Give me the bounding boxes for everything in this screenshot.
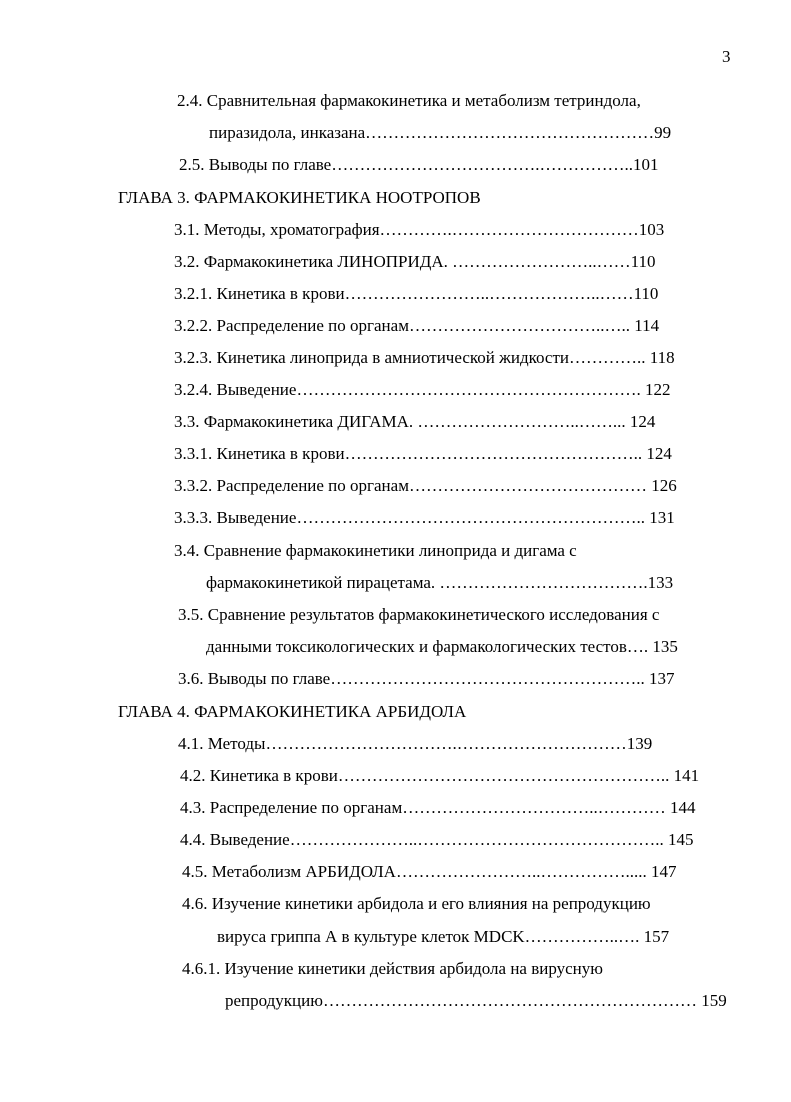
chapter-heading: ГЛАВА 4. ФАРМАКОКИНЕТИКА АРБИДОЛА bbox=[118, 702, 467, 721]
toc-entry: 3.3.1. Кинетика в крови…………………………………………….. 124 bbox=[174, 444, 672, 463]
toc-entry: 4.2. Кинетика в крови………………………………………………….. 141 bbox=[180, 766, 700, 785]
toc-entry: 3.6. Выводы по главе……………………………………………….. 137 bbox=[178, 669, 675, 688]
toc-entry: 3.2.4. Выведение……………………………………………………. 122 bbox=[174, 380, 671, 399]
toc-entry: 3.3. Фармакокинетика ДИГАМА. ………………………..……... 124 bbox=[174, 412, 656, 431]
toc-entry: 3.3.3. Выведение…………………………………………………….. 131 bbox=[174, 508, 675, 527]
toc-entry: 4.6.1. Изучение кинетики действия арбидола на вирусную bbox=[182, 959, 603, 978]
toc-entry: 4.5. Метаболизм АРБИДОЛА……………………..……………..... 147 bbox=[182, 862, 677, 881]
page-number: 3 bbox=[722, 47, 731, 66]
chapter-heading: ГЛАВА 3. ФАРМАКОКИНЕТИКА НООТРОПОВ bbox=[118, 188, 481, 207]
toc-entry: 3.3.2. Распределение по органам…………………………………… 126 bbox=[174, 476, 677, 495]
toc-entry: репродукцию………………………………………………………… 159 bbox=[225, 991, 727, 1010]
toc-entry: 2.5. Выводы по главе……………………………….……………..101 bbox=[179, 155, 659, 174]
toc-entry: вируса гриппа А в культуре клеток MDCK……………..…. 157 bbox=[217, 927, 670, 946]
toc-entry: фармакокинетикой пирацетама. ……………………………….133 bbox=[206, 573, 674, 592]
toc-entry: 3.2.3. Кинетика линоприда в амниотической жидкости………….. 118 bbox=[174, 348, 675, 367]
toc-entry: 3.4. Сравнение фармакокинетики линоприда и дигама с bbox=[174, 541, 577, 560]
toc-entry: данными токсикологических и фармакологических тестов…. 135 bbox=[206, 637, 678, 656]
toc-entry: 2.4. Сравнительная фармакокинетика и метаболизм тетриндола, bbox=[177, 91, 641, 110]
toc-entry: 4.1. Методы…………………………….…………………………139 bbox=[178, 734, 653, 753]
toc-entry: 3.2.1. Кинетика в крови……………………..………………..……110 bbox=[174, 284, 659, 303]
toc-entry: 4.4. Выведение…………………..…………………………………….. 145 bbox=[180, 830, 694, 849]
toc-entry: 4.6. Изучение кинетики арбидола и его влияния на репродукцию bbox=[182, 894, 651, 913]
toc-entry: пиразидола, инказана……………………………………………99 bbox=[209, 123, 672, 142]
toc-entry: 3.2. Фармакокинетика ЛИНОПРИДА. ……………………..……110 bbox=[174, 252, 656, 271]
toc-entry: 3.2.2. Распределение по органам……………………………..….. 114 bbox=[174, 316, 660, 335]
toc-entry: 3.5. Сравнение результатов фармакокинетического исследования с bbox=[178, 605, 660, 624]
toc-entry: 3.1. Методы, хроматография………….……………………………103 bbox=[174, 220, 665, 239]
toc-entry: 4.3. Распределение по органам……………………………..………… 144 bbox=[180, 798, 696, 817]
